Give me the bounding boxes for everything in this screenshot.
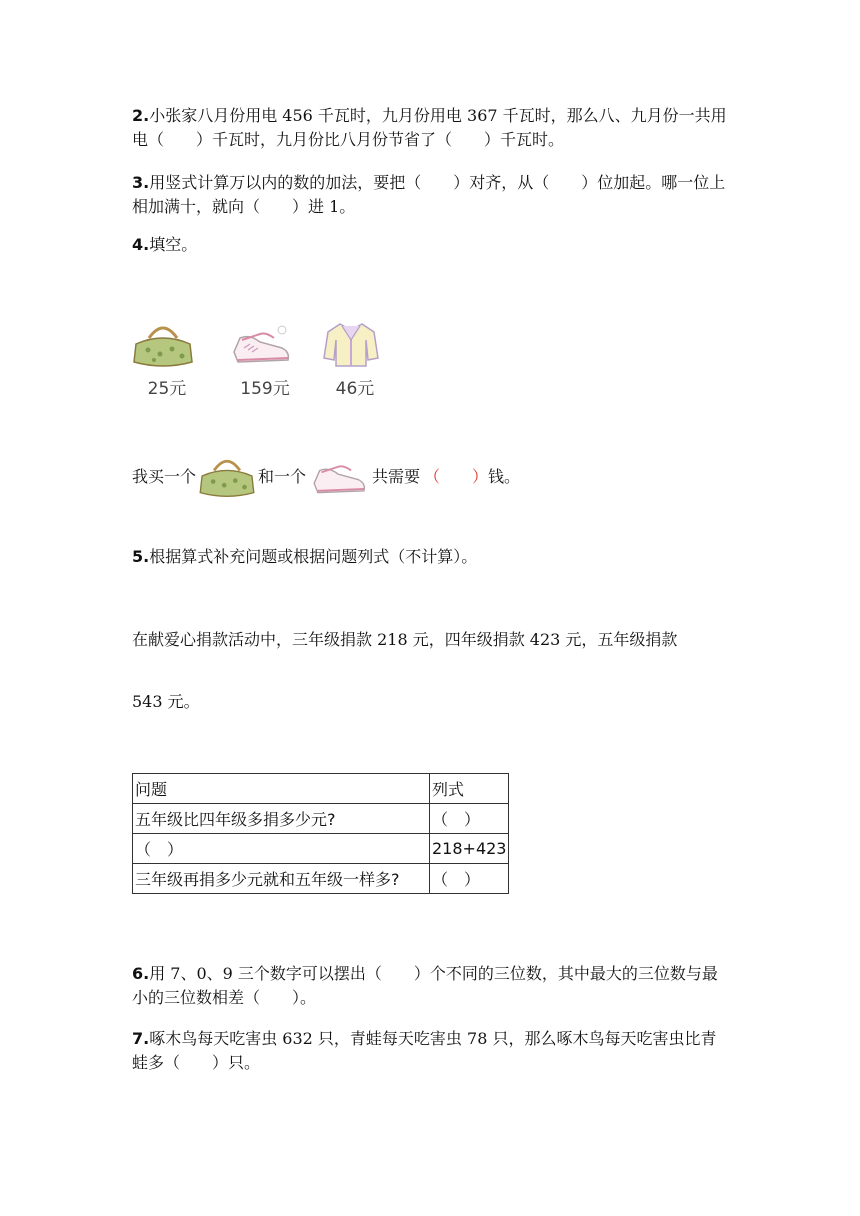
q5-table [132, 773, 509, 894]
question-text: 根据算式补充问题或根据问题列式（不计算）。 [149, 547, 478, 566]
item-sneakers [230, 318, 300, 398]
table-cell: 三年级再捐多少元就和五年级一样多? [133, 864, 430, 894]
question-number: 4. [132, 235, 150, 254]
sentence-part: 我买一个 [132, 467, 197, 486]
question-text: 用竖式计算万以内的数的加法，要把（ ）对齐，从（ ）位加起。哪一位上相加满十，就向（ ）进 1。 [132, 173, 726, 216]
table-cell: 五年级比四年级多捐多少元? [133, 804, 430, 834]
question-4 [132, 233, 732, 257]
handbag-icon [198, 452, 256, 500]
sentence-part: 和一个 [258, 467, 307, 486]
sentence-part: 钱。 [488, 467, 521, 486]
question-number: 2. [132, 106, 150, 125]
item-cardigan [320, 318, 390, 398]
price-label: 159元 [240, 379, 290, 399]
question-number: 3. [132, 173, 150, 192]
sneakers-icon [310, 452, 370, 500]
handbag-icon [132, 318, 194, 370]
question-number: 6. [132, 964, 150, 983]
question-number: 7. [132, 1029, 150, 1048]
question-text: 小张家八月份用电 456 千瓦时，九月份用电 367 千瓦时，那么八、九月份一共用电（ ）千瓦时，九月份比八月份节省了（ ）千瓦时。 [132, 106, 727, 149]
q5-context-line2: 543 元。 [132, 692, 200, 711]
question-3 [132, 171, 732, 219]
table-cell: 218+423 [430, 834, 509, 864]
table-cell: （ ） [430, 804, 509, 834]
table-row [133, 834, 509, 864]
table-header: 问题 [133, 774, 430, 804]
question-7 [132, 1027, 732, 1075]
table-row [133, 804, 509, 834]
table-row [133, 864, 509, 894]
item-handbag [132, 318, 202, 398]
question-6 [132, 962, 732, 1010]
price-label: 25元 [147, 379, 187, 399]
sneakers-icon [230, 318, 294, 370]
buy-sentence [132, 452, 552, 502]
price-items [132, 318, 402, 398]
answer-blank: （ ） [424, 467, 489, 486]
table-header-row [133, 774, 509, 804]
question-text: 填空。 [149, 235, 198, 254]
table-cell: （ ） [430, 864, 509, 894]
question-5 [132, 545, 732, 569]
question-2 [132, 104, 732, 152]
cardigan-icon [320, 318, 382, 370]
table-header: 列式 [430, 774, 509, 804]
sentence-part: 共需要 [372, 467, 421, 486]
q5-context-line1: 在献爱心捐款活动中，三年级捐款 218 元，四年级捐款 423 元，五年级捐款 [132, 630, 678, 649]
price-label: 46元 [335, 379, 375, 399]
question-text: 啄木鸟每天吃害虫 632 只，青蛙每天吃害虫 78 只，那么啄木鸟每天吃害虫比青蛙多（ ）只。 [132, 1029, 717, 1072]
table-cell: （ ） [133, 834, 430, 864]
question-text: 用 7、0、9 三个数字可以摆出（ ）个不同的三位数，其中最大的三位数与最小的三位数相差（ ）。 [132, 964, 718, 1007]
question-number: 5. [132, 547, 150, 566]
